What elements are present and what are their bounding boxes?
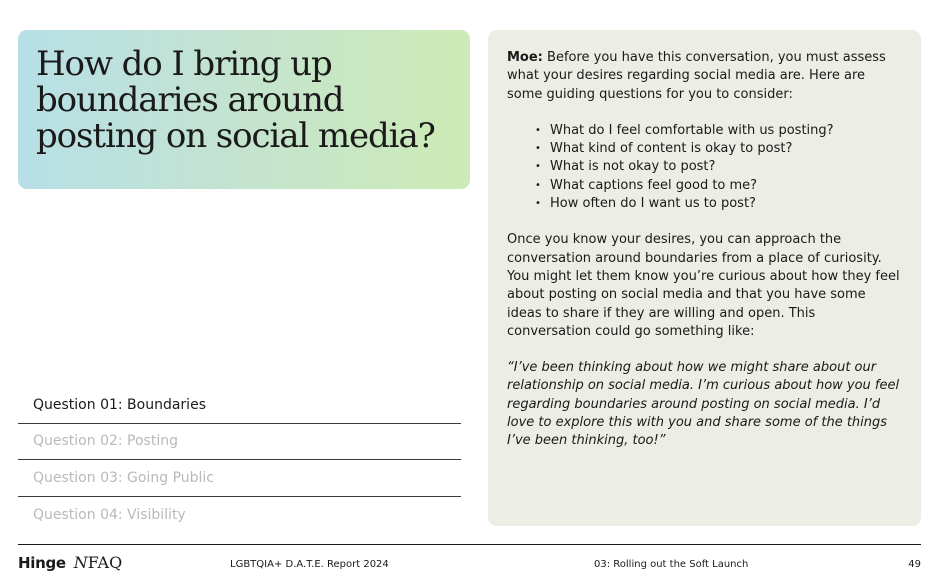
question-label: Question 02: Posting (33, 433, 178, 450)
question-item-posting[interactable] (18, 424, 461, 461)
intro-text: Before you have this conversation, you must assess what your desires regarding social media are. Here are some guiding questions for you to consider: (507, 50, 886, 102)
question-label: Question 04: Visibility (33, 506, 186, 523)
question-label: Question 03: Going Public (33, 469, 214, 486)
question-label: Question 01: Boundaries (33, 396, 206, 413)
question-item-visibility[interactable] (18, 497, 461, 534)
list-item: • What kind of content is okay to post? (535, 140, 902, 158)
title-card (18, 30, 470, 189)
list-item: • What do I feel comfortable with us posting? (535, 122, 902, 140)
example-quote: “I’ve been thinking about how we might share about our relationship on social media. I’m curious about how you feel regarding boundaries around posting on social media. I’d love to explore this with you and share some of the things I’ve been thinking, too!” (507, 360, 900, 449)
guiding-questions-list (535, 122, 902, 213)
answer-body: Once you know your desires, you can approach the conversation around boundaries from a place of curiosity. You might let them know you’re curious about how they feel about posting on social media and that you have some ideas to share if they are willing and open. This conversation could go something like: (507, 232, 900, 339)
question-nav (18, 387, 461, 533)
question-item-going-public[interactable] (18, 460, 461, 497)
speaker-name: Moe: (507, 50, 543, 65)
list-item: • What is not okay to post? (535, 158, 902, 176)
footer (18, 552, 921, 578)
question-item-boundaries[interactable] (18, 387, 461, 424)
list-item: • How often do I want us to post? (535, 195, 902, 213)
page-title: How do I bring up boundaries around posting on social media? (36, 44, 435, 156)
section-title: 03: Rolling out the Soft Launch (594, 559, 749, 570)
answer-card (488, 30, 921, 526)
answer-intro (507, 49, 902, 104)
brand-logo (18, 553, 122, 572)
footer-divider (18, 544, 921, 545)
list-item: • What captions feel good to me? (535, 177, 902, 195)
hinge-wordmark: Hinge (18, 554, 66, 572)
report-title: LGBTQIA+ D.A.T.E. Report 2024 (230, 559, 389, 570)
nfaq-wordmark: NFAQ (73, 553, 123, 572)
page-number: 49 (908, 559, 921, 570)
